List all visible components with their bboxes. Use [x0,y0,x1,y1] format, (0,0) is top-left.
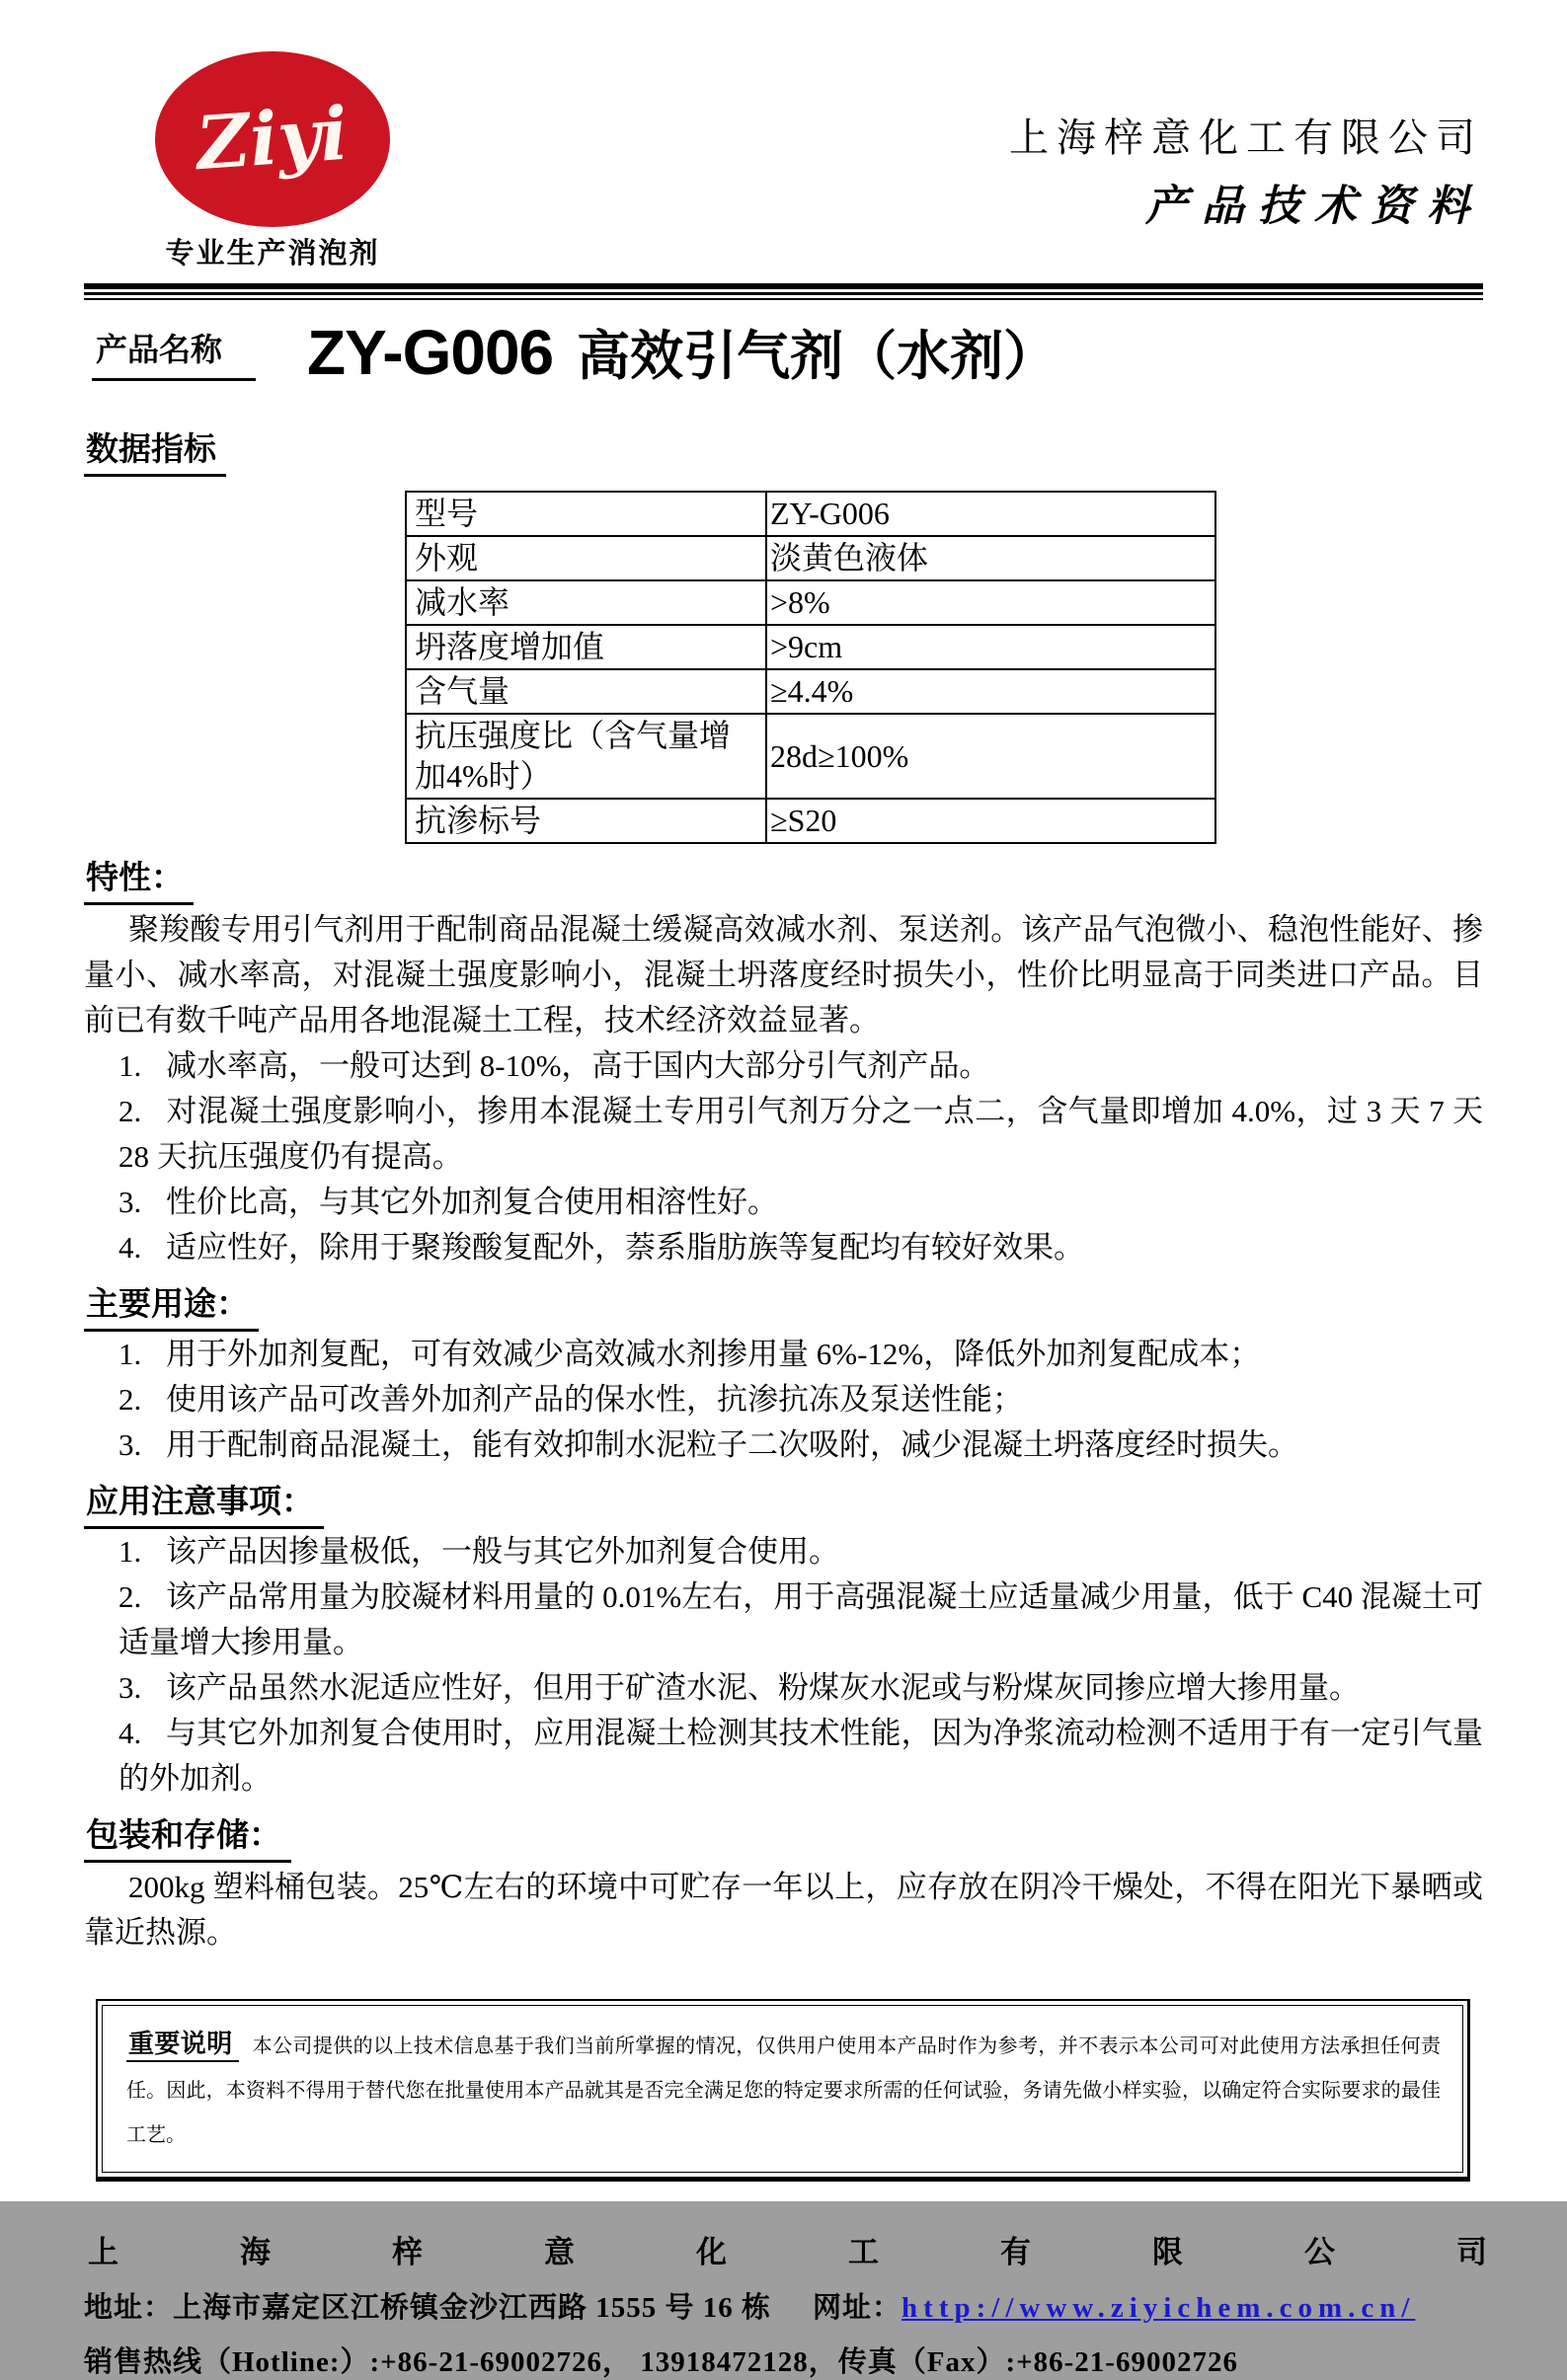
table-row [406,669,1215,714]
spec-value: >9cm [766,625,1215,669]
table-row [406,714,1215,799]
table-row [406,799,1215,843]
section-heading-notes: 应用注意事项： [84,1476,324,1529]
section-heading-packaging: 包装和存储： [84,1809,291,1863]
list-number: 4. [118,1230,142,1265]
list-text: 用于配制商品混凝土，能有效抑制水泥粒子二次吸附，减少混凝土坍落度经时损失。 [166,1427,1298,1462]
logo-block [155,51,390,271]
list-number: 2. [118,1579,142,1614]
footer [84,2227,1487,2380]
disclaimer-box-inner [102,2005,1463,2173]
packaging-text: 200kg 塑料桶包装。25℃左右的环境中可贮存一年以上，应存放在阴冷干燥处，不得在阳光下暴晒或靠近热源。 [84,1870,1483,1950]
footer-address-line [84,2285,1483,2326]
list-item [118,1665,1483,1711]
features-intro: 聚羧酸专用引气剂用于配制商品混凝土缓凝高效减水剂、泵送剂。该产品气泡微小、稳泡性能好、掺量小、减水率高，对混凝土强度影响小，混凝土坍落度经时损失小，性价比明显高于同类进口产品。目前已有数千吨产品用各地混凝土工程，技术经济效益显著。 [84,912,1483,1037]
list-number: 2. [118,1094,142,1128]
spec-table [405,491,1216,844]
list-text: 与其它外加剂复合使用时，应用混凝土检测其技术性能，因为净浆流动检测不适用于有一定引气量的外加剂。 [118,1716,1483,1796]
list-item [118,1043,1483,1089]
spec-value: 淡黄色液体 [766,536,1215,580]
list-text: 对混凝土强度影响小，掺用本混凝土专用引气剂万分之一点二，含气量即增加 4.0%，过 3 天 7 天 28 天抗压强度仍有提高。 [118,1094,1483,1174]
list-item [118,1180,1483,1225]
logo-tagline: 专业生产消泡剂 [165,238,380,269]
spec-value: ZY-G006 [766,492,1215,536]
footer-website-link[interactable]: http://www.ziyichem.com.cn/ [901,2292,1416,2324]
list-item [118,1225,1483,1270]
spec-label: 含气量 [406,669,766,714]
product-code: ZY-G006 [307,317,554,388]
section-heading-specs: 数据指标 [84,423,226,477]
spec-label: 外观 [406,536,766,580]
list-number: 3. [118,1185,142,1219]
company-name: 上海梓意化工有限公司 [1009,115,1483,160]
section-heading-features: 特性： [84,852,194,905]
list-number: 2. [118,1382,142,1417]
list-item [118,1711,1483,1802]
list-number: 4. [118,1716,142,1750]
list-item [118,1574,1483,1665]
logo-script-text: Ziyi [194,91,352,188]
list-text: 该产品因掺量极低，一般与其它外加剂复合使用。 [166,1534,839,1569]
footer-company-name: 上 海 梓 意 化 工 有 限 公 司 [88,2235,1487,2269]
list-number: 3. [118,1670,142,1705]
disclaimer-box [96,1999,1470,2182]
list-text: 适应性好，除用于聚羧酸复配外，萘系脂肪族等复配均有较好效果。 [166,1230,1084,1265]
list-text: 性价比高，与其它外加剂复合使用相溶性好。 [166,1185,778,1219]
product-name-label: 产品名称 [92,323,256,381]
product-title-row [84,314,1483,390]
list-item [118,1332,1483,1377]
spec-value: ≥S20 [766,799,1215,843]
spec-label: 坍落度增加值 [406,625,766,669]
footer-address: 地址：上海市嘉定区江桥镇金沙江西路 1555 号 16 栋 [84,2292,772,2324]
spec-label: 型号 [406,492,766,536]
list-text: 该产品虽然水泥适应性好，但用于矿渣水泥、粉煤灰水泥或与粉煤灰同掺应增大掺用量。 [166,1670,1360,1705]
spec-label: 抗渗标号 [406,799,766,843]
spec-label: 减水率 [406,580,766,625]
product-title [307,314,1057,390]
list-text: 用于外加剂复配，可有效减少高效减水剂掺用量 6%-12%，降低外加剂复配成本； [166,1337,1261,1371]
spec-value: 28d≥100% [766,714,1215,799]
list-number: 1. [118,1534,142,1569]
table-row [406,580,1215,625]
disclaimer-text-block [126,2022,1441,2158]
list-text: 该产品常用量为胶凝材料用量的 0.01%左右，用于高强混凝土应适量减少用量，低于 C40 混凝土可适量增大掺用量。 [118,1579,1483,1659]
list-text: 减水率高，一般可达到 8-10%，高于国内大部分引气剂产品。 [166,1048,990,1083]
list-number: 1. [118,1337,142,1371]
list-number: 3. [118,1427,142,1462]
footer-hotline-line: 销售热线（Hotline:）:+86-21-69002726， 13918472128，传真（Fax）:+86-21-69002726 [84,2346,1238,2378]
list-item [118,1422,1483,1468]
ziyi-logo-icon [155,51,390,227]
header [84,51,1483,271]
list-item [118,1377,1483,1422]
product-name: 高效引气剂（水剂） [577,327,1058,386]
header-right [1009,51,1483,271]
header-divider [84,283,1483,300]
table-row [406,625,1215,669]
spec-value: >8% [766,580,1215,625]
section-heading-uses: 主要用途： [84,1278,259,1332]
spec-label: 抗压强度比（含气量增加4%时） [406,714,766,799]
list-item [118,1529,1483,1574]
list-number: 1. [118,1048,142,1083]
footer-website-label: 网址： [813,2292,902,2324]
list-item [118,1089,1483,1180]
list-text: 使用该产品可改善外加剂产品的保水性，抗渗抗冻及泵送性能； [166,1382,1023,1417]
spec-value: ≥4.4% [766,669,1215,714]
disclaimer-text: 本公司提供的以上技术信息基于我们当前所掌握的情况，仅供用户使用本产品时作为参考，并不表示本公司可对此使用方法承担任何责任。因此，本资料不得用于替代您在批量使用本产品就其是否完全满足您的特定要求所需的任何试验，务请先做小样实验，以确定符合实际要求的最佳工艺。 [126,2035,1441,2146]
table-row [406,492,1215,536]
disclaimer-title: 重要说明 [126,2030,239,2062]
doc-type-title: 产品技术资料 [1145,184,1483,230]
table-row [406,536,1215,580]
